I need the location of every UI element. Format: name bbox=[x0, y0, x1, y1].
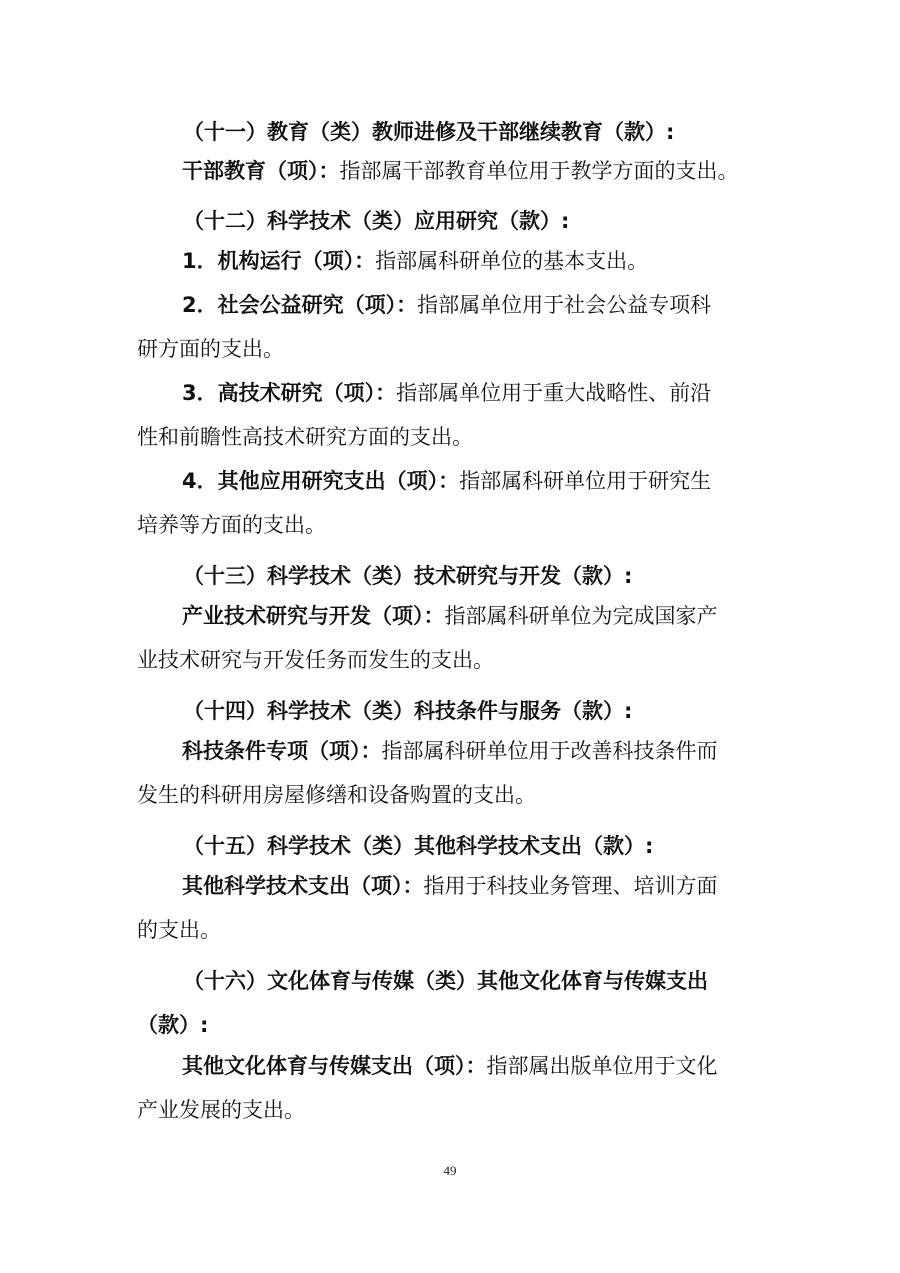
paragraph bbox=[0, 1051, 900, 1081]
item-desc: 指部属单位用于重大战略性、前沿 bbox=[396, 381, 712, 405]
paragraph bbox=[0, 246, 900, 276]
item-desc: 指部属干部教育单位用于教学方面的支出。 bbox=[339, 159, 739, 183]
section-heading: （十五）科学技术（类）其他科学技术支出（款）: bbox=[183, 834, 654, 858]
paragraph bbox=[0, 871, 900, 901]
paragraph bbox=[0, 290, 900, 320]
item-desc: 指部属单位用于社会公益专项科 bbox=[417, 293, 712, 317]
item-term: 其他文化体育与传媒支出（项） bbox=[182, 1054, 466, 1078]
section-heading: （十一）教育（类）教师进修及干部继续教育（款）: bbox=[183, 120, 675, 144]
item-sep: ： bbox=[318, 159, 340, 183]
item-sep: ： bbox=[465, 1054, 487, 1078]
item-term: 2．社会公益研究（项） bbox=[182, 293, 397, 317]
item-term: 4．其他应用研究支出（项） bbox=[182, 469, 439, 493]
paragraph bbox=[0, 466, 900, 496]
item-sep: ： bbox=[396, 293, 418, 317]
item-sep: ： bbox=[438, 469, 460, 493]
paragraph-continuation: 研方面的支出。 bbox=[137, 337, 284, 361]
paragraph bbox=[0, 156, 900, 186]
section-heading: （十三）科学技术（类）技术研究与开发（款）: bbox=[183, 564, 633, 588]
section-heading: （十四）科学技术（类）科技条件与服务（款）: bbox=[183, 699, 633, 723]
paragraph-continuation: 产业发展的支出。 bbox=[137, 1098, 305, 1122]
item-sep: ： bbox=[375, 381, 397, 405]
item-term: 产业技术研究与开发（项） bbox=[182, 604, 424, 628]
section-heading: （十六）文化体育与传媒（类）其他文化体育与传媒支出 bbox=[183, 969, 708, 993]
item-term: 其他科学技术支出（项） bbox=[182, 874, 403, 898]
item-desc: 指用于科技业务管理、培训方面 bbox=[423, 874, 718, 898]
paragraph-continuation: 业技术研究与开发任务而发生的支出。 bbox=[137, 648, 494, 672]
item-desc: 指部属科研单位用于改善科技条件而 bbox=[381, 739, 718, 763]
item-sep: ： bbox=[423, 604, 445, 628]
item-term: 3．高技术研究（项） bbox=[182, 381, 376, 405]
item-term: 干部教育（项） bbox=[182, 159, 319, 183]
section-heading-continuation: （款）: bbox=[137, 1013, 209, 1037]
paragraph-continuation: 的支出。 bbox=[137, 918, 221, 942]
section-heading: （十二）科学技术（类）应用研究（款）: bbox=[183, 209, 570, 233]
paragraph bbox=[0, 736, 900, 766]
item-desc: 指部属科研单位为完成国家产 bbox=[444, 604, 718, 628]
paragraph bbox=[0, 378, 900, 408]
item-desc: 指部属科研单位用于研究生 bbox=[459, 469, 712, 493]
item-desc: 指部属科研单位的基本支出。 bbox=[375, 249, 649, 273]
item-sep: ： bbox=[402, 874, 424, 898]
paragraph-continuation: 发生的科研用房屋修缮和设备购置的支出。 bbox=[137, 783, 536, 807]
page-number: 49 bbox=[443, 1163, 457, 1178]
paragraph bbox=[0, 601, 900, 631]
item-sep: ： bbox=[354, 249, 376, 273]
item-sep: ： bbox=[360, 739, 382, 763]
item-term: 1．机构运行（项） bbox=[182, 249, 355, 273]
item-desc: 指部属出版单位用于文化 bbox=[486, 1054, 718, 1078]
paragraph-continuation: 培养等方面的支出。 bbox=[137, 513, 326, 537]
item-term: 科技条件专项（项） bbox=[182, 739, 361, 763]
paragraph-continuation: 性和前瞻性高技术研究方面的支出。 bbox=[137, 425, 473, 449]
